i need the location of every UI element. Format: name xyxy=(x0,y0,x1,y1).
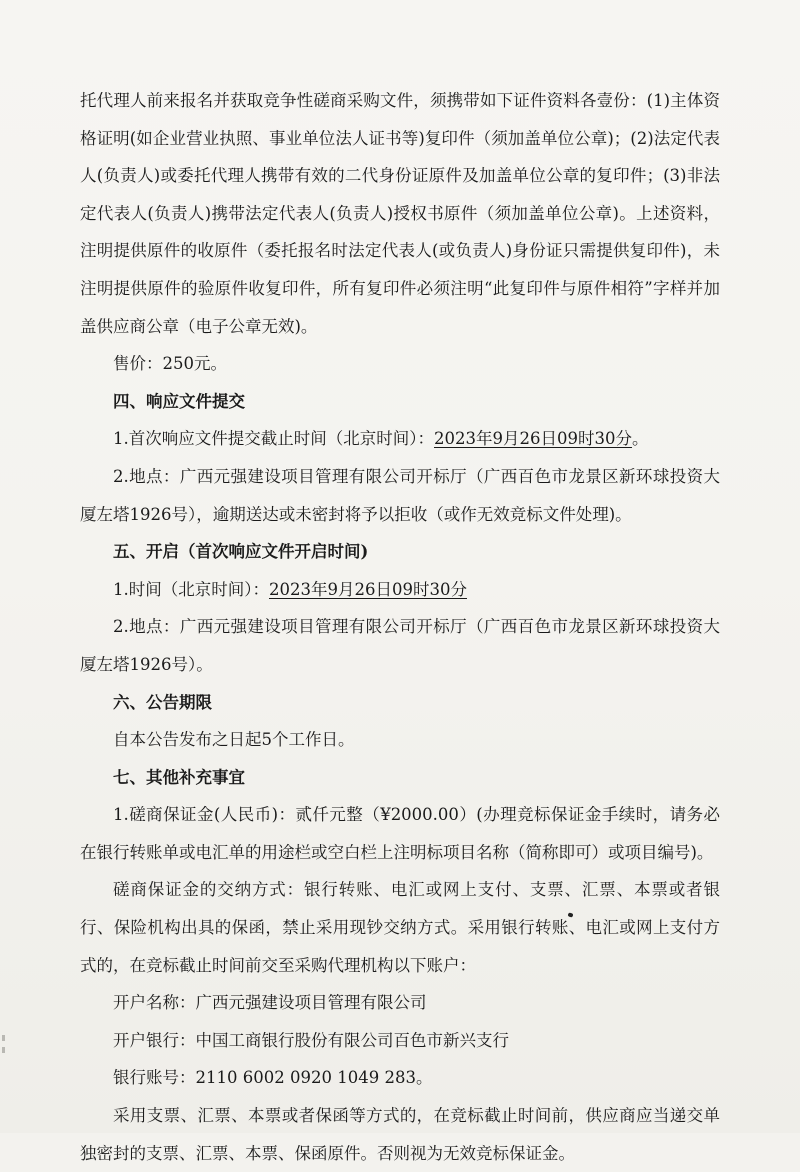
section-heading-5: 五、开启（首次响应文件开启时间) xyxy=(113,542,369,562)
opening-time-label: 1.时间（北京时间）： xyxy=(113,579,269,599)
edge-mark xyxy=(2,1035,5,1041)
section-heading-7: 七、其他补充事宜 xyxy=(113,767,245,787)
paragraph-deposit-methods: 磋商保证金的交纳方式：银行转账、电汇或网上支付、支票、汇票、本票或者银行、保险机构出具的保函，禁止采用现钞交纳方式。采用银行转账、电汇或网上支付方式的，在竞标截止时间前交至采购代理机构以下账户： xyxy=(80,880,720,975)
section-heading-4: 四、响应文件提交 xyxy=(113,391,245,411)
paragraph-documents-required: 托代理人前来报名并获取竞争性磋商采购文件，须携带如下证件资料各壹份：(1)主体资格证明(如企业营业执照、事业单位法人证书等)复印件（须加盖单位公章)；(2)法定代表人(负责人)或委托代理人携带有效的二代身份证原件及加盖单位公章的复印件；(3)非法定代表人(负责人)携带法定代表人(负责人)授权书原件（须加盖单位公章)。上述资料，注明提供原件的收原件（委托报名时法定代表人(或负责人)身份证只需提供复印件)，未注明提供原件的验原件收复印件，所有复印件必须注明“此复印件与原件相符”字样并加盖供应商公章（电子公章无效)。 xyxy=(80,91,720,336)
deadline-label: 1.首次响应文件提交截止时间（北京时间）： xyxy=(113,429,434,449)
paragraph-submission-location: 2.地点：广西元强建设项目管理有限公司开标厅（广西百色市龙景区新环球投资大厦左塔1926号），逾期送达或未密封将予以拒收（或作无效竞标文件处理)。 xyxy=(80,466,720,524)
paragraph-deposit: 1.磋商保证金(人民币)：贰仟元整（¥2000.00）(办理竞标保证金手续时，请务必在银行转账单或电汇单的用途栏或空白栏上注明标项目名称（简称即可）或项目编号)。 xyxy=(80,805,720,862)
paragraph-other-methods: 采用支票、汇票、本票或者保函等方式的，在竞标截止时间前，供应商应当递交单独密封的支票、汇票、本票、保函原件。否则视为无效竞标保证金。 xyxy=(80,1106,720,1163)
paragraph-account-bank: 开户银行：中国工商银行股份有限公司百色市新兴支行 xyxy=(113,1030,509,1050)
paragraph-notice-period: 自本公告发布之日起5个工作日。 xyxy=(113,730,355,750)
opening-time-value: 2023年9月26日09时30分 xyxy=(269,579,467,599)
paragraph-opening-time xyxy=(80,571,720,609)
edge-mark xyxy=(2,1047,5,1053)
deadline-value: 2023年9月26日09时30分 xyxy=(434,429,632,449)
document-body xyxy=(80,82,720,1172)
section-heading-6: 六、公告期限 xyxy=(113,692,212,712)
paragraph-price: 售价：250元。 xyxy=(113,354,227,374)
paragraph-account-number: 银行账号：2110 6002 0920 1049 283。 xyxy=(113,1068,433,1088)
paragraph-submission-deadline xyxy=(80,420,720,458)
paragraph-account-name: 开户名称：广西元强建设项目管理有限公司 xyxy=(113,993,427,1013)
paragraph-opening-location: 2.地点：广西元强建设项目管理有限公司开标厅（广西百色市龙景区新环球投资大厦左塔1926号）。 xyxy=(80,617,720,674)
deadline-end: 。 xyxy=(631,429,649,449)
